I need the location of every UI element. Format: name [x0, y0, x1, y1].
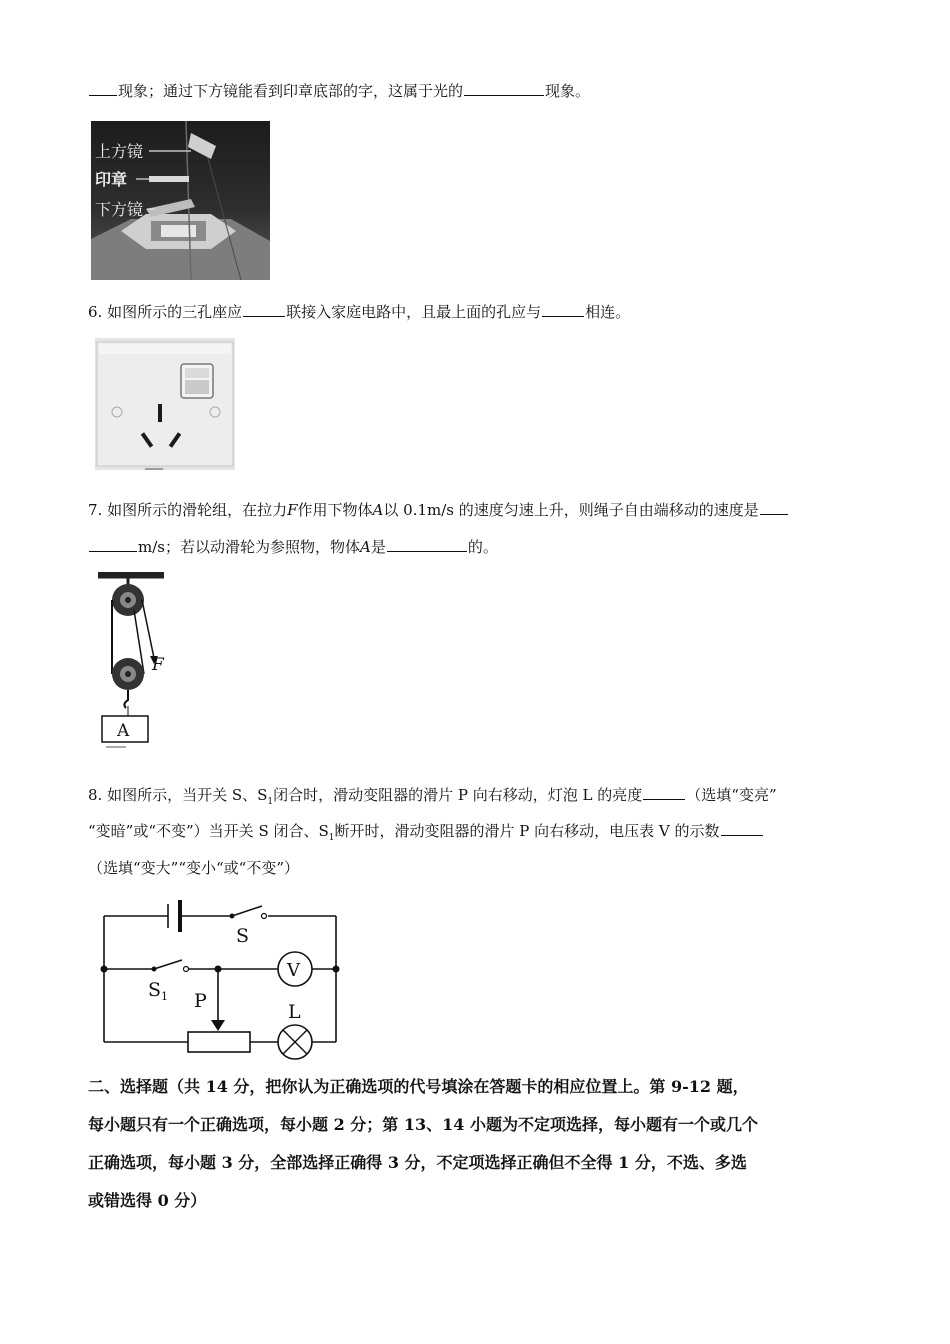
answer-blank[interactable]: [243, 301, 285, 317]
answer-blank[interactable]: [643, 784, 685, 800]
switch-s1-label: $S_1$: [148, 979, 169, 1003]
circuit-diagram: [98, 892, 346, 1062]
section-2-heading-line-4: 或错选得 0 分）: [88, 1191, 207, 1210]
slider-p-label: P: [194, 990, 207, 1012]
label-upper-mirror: 上方镜: [95, 142, 144, 161]
svg-text:V: V: [287, 960, 300, 981]
question-7-line-1: 7. 如图所示的滑轮组，在拉力F作用下物体A以 0.1m/s 的速度匀速上升，则绳子自由端移动的速度是: [88, 499, 862, 521]
answer-blank[interactable]: [542, 301, 584, 317]
answer-blank[interactable]: [387, 536, 467, 552]
question-7-line-2: m/s；若以动滑轮为参照物，物体A是 的。: [88, 536, 862, 558]
label-seal: 印章: [95, 170, 128, 189]
section-2-heading-line-3: 正确选项，每小题 3 分，全部选择正确得 3 分，不定项选择正确但不全得 1 分，不选、多选: [88, 1153, 747, 1172]
question-8-line-1: 8. 如图所示，当开关 S、$S_1$闭合时，滑动变阻器的滑片 P 向右移动，灯泡 L 的亮度 （选填“变亮”: [88, 786, 777, 807]
section-2-heading-line-2: 每小题只有一个正确选项，每小题 2 分；第 13、14 小题为不定项选择，每小题有一个或几个: [88, 1115, 758, 1134]
three-hole-socket-photo: [95, 338, 235, 470]
earth-hole: [158, 404, 162, 422]
question-8-line-3: （选填“变大”“变小“或“不变”）: [88, 859, 300, 877]
object-a-label: A: [117, 721, 130, 741]
lamp-l-label: L: [288, 1001, 301, 1023]
question-6: 6. 如图所示的三孔座应 联接入家庭电路中，且最上面的孔应与 相连。: [88, 303, 631, 321]
switch-s-label: S: [236, 925, 250, 947]
label-lower-mirror: 下方镜: [95, 200, 144, 219]
answer-blank[interactable]: [89, 536, 137, 552]
question-8-line-2: “变暗”或“不变”）当开关 S 闭合、$S_1$断开时，滑动变阻器的滑片 P 向右移动，电压表 V 的示数: [88, 820, 862, 849]
answer-blank[interactable]: [760, 499, 788, 515]
pulley-system-diagram: [92, 570, 182, 750]
question-5-tail: 现象；通过下方镜能看到印章底部的字，这属于光的 现象。: [88, 80, 862, 102]
answer-blank[interactable]: [89, 80, 117, 96]
rheostat: [188, 1032, 250, 1052]
answer-blank[interactable]: [464, 80, 544, 96]
force-label: F: [152, 655, 164, 675]
section-2-heading-line-1: 二、选择题（共 14 分，把你认为正确选项的代号填涂在答题卡的相应位置上。第 9-12 题，: [88, 1077, 749, 1096]
answer-blank[interactable]: [721, 820, 763, 836]
seal-mirror-photo: [91, 121, 270, 280]
